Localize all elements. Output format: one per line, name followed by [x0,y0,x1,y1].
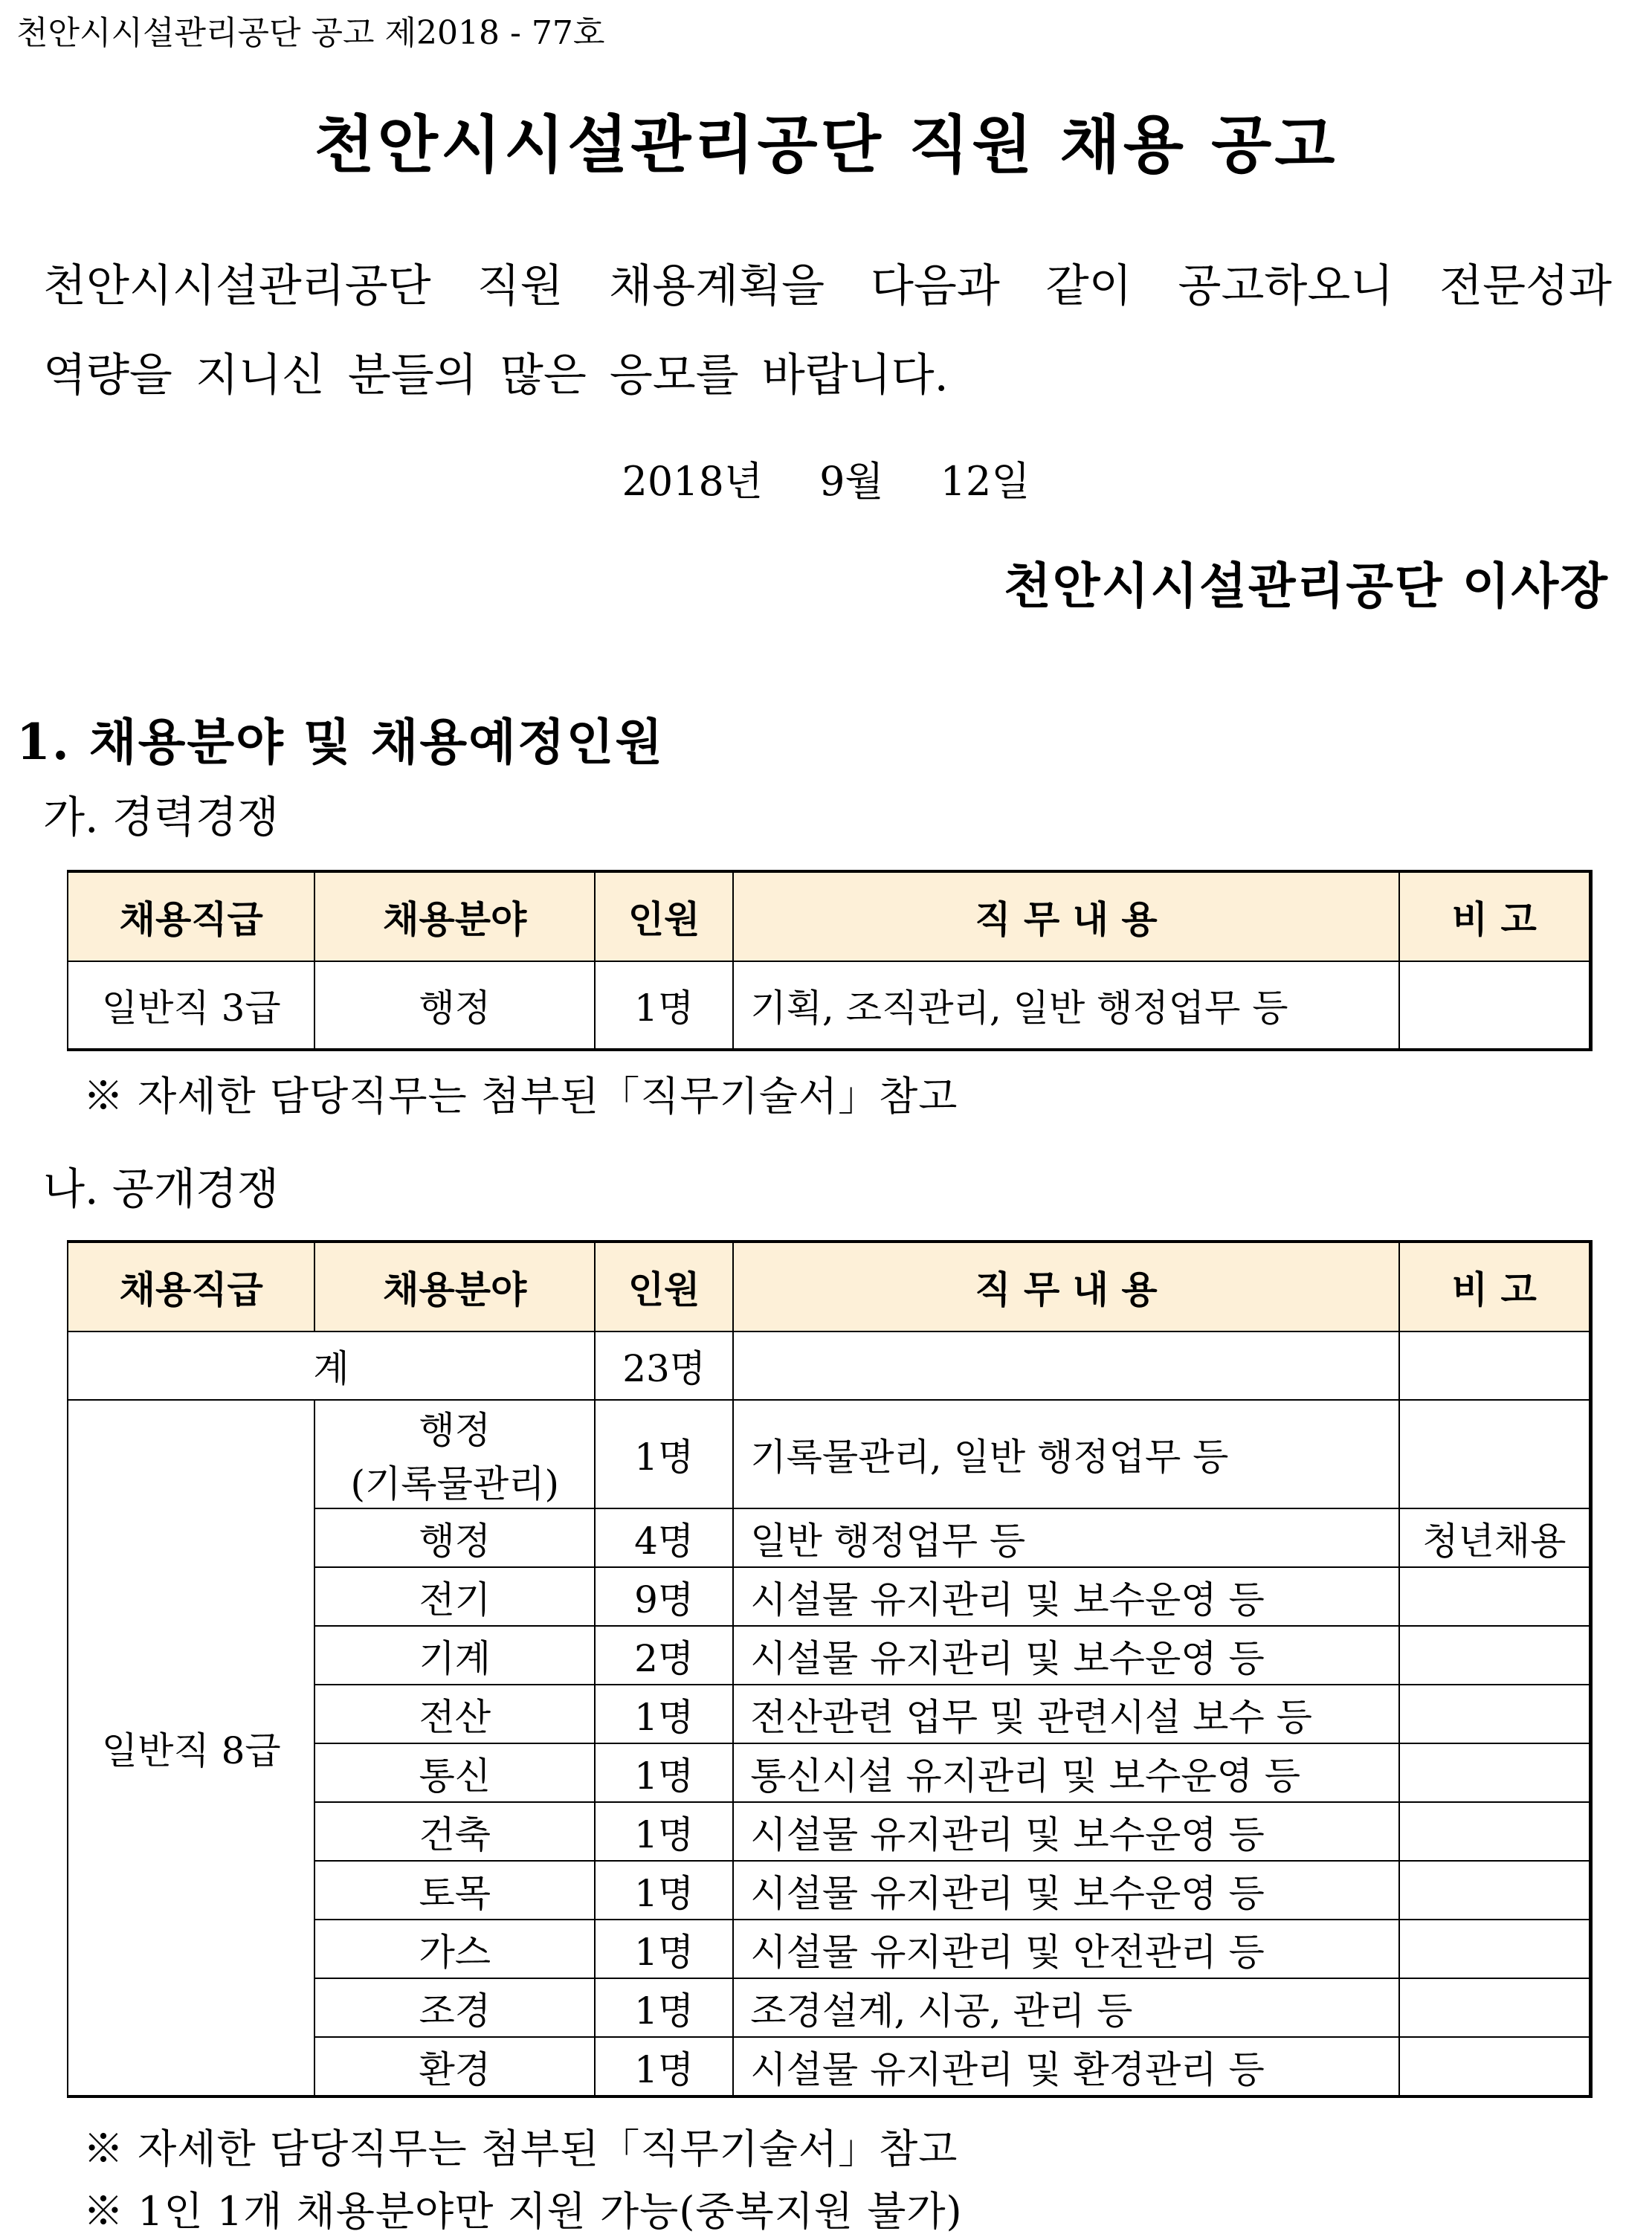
total-label: 계 [68,1331,595,1400]
total-duty [733,1331,1398,1400]
field-line-1: 행정 [419,1409,491,1452]
notice-number: 천안시시설관리공단 공고 제2018 - 77호 [16,14,605,52]
cell-remark [1399,961,1591,1050]
cell-remark [1399,1978,1591,2037]
cell-remark [1399,1685,1591,1743]
table-row [68,961,1591,1050]
career-recruitment-table [67,870,1593,1051]
issuer-signature: 천안시시설관리공단 이사장 [1003,557,1609,615]
cell-duty: 통신시설 유지관리 및 보수운영 등 [733,1743,1398,1802]
cell-field: 건축 [314,1802,595,1861]
cell-field: 행정 [314,961,595,1050]
col-count: 인원 [595,1242,733,1331]
total-count: 23명 [595,1331,733,1400]
career-note: ※ 자세한 담당직무는 첨부된「직무기술서」참고 [83,1073,958,1120]
cell-remark: 청년채용 [1399,1508,1591,1567]
cell-duty: 시설물 유지관리 및 보수운영 등 [733,1626,1398,1685]
cell-remark [1399,2037,1591,2096]
total-remark [1399,1331,1591,1400]
table-row [68,1400,1591,1508]
cell-count: 1명 [595,1685,733,1743]
date-day: 12일 [940,458,1030,505]
cell-duty: 기획, 조직관리, 일반 행정업무 등 [733,961,1398,1050]
section-1-heading: 1. 채용분야 및 채용예정인원 [16,713,665,771]
cell-count: 1명 [595,961,733,1050]
cell-remark [1399,1802,1591,1861]
col-field: 채용분야 [314,871,595,961]
cell-duty: 시설물 유지관리 및 안전관리 등 [733,1920,1398,1978]
date-month: 9월 [819,458,884,505]
cell-field: 환경 [314,2037,595,2096]
cell-duty: 시설물 유지관리 및 보수운영 등 [733,1802,1398,1861]
cell-grade: 일반직 3급 [68,961,314,1050]
total-row [68,1331,1591,1400]
col-duty: 직 무 내 용 [733,871,1398,961]
cell-field: 통신 [314,1743,595,1802]
cell-remark [1399,1920,1591,1978]
cell-field: 전산 [314,1685,595,1743]
cell-remark [1399,1567,1591,1626]
cell-duty: 기록물관리, 일반 행정업무 등 [733,1400,1398,1508]
career-competition-heading: 가. 경력경쟁 [43,792,280,842]
cell-count: 1명 [595,1978,733,2037]
cell-duty: 전산관련 업무 및 관련시설 보수 등 [733,1685,1398,1743]
date-year: 2018년 [622,458,764,505]
page-title: 천안시시설관리공단 직원 채용 공고 [314,108,1338,181]
cell-grade: 일반직 8급 [68,1400,314,2096]
cell-remark [1399,1400,1591,1508]
cell-remark [1399,1626,1591,1685]
table-header-row [68,871,1591,961]
col-grade: 채용직급 [68,1242,314,1331]
table-header-row [68,1242,1591,1331]
intro-line-2: 역량을 지니신 분들의 많은 응모를 바랍니다. [43,349,949,401]
col-remark: 비 고 [1399,871,1591,961]
col-count: 인원 [595,871,733,961]
intro-paragraph [43,242,1612,420]
cell-duty: 시설물 유지관리 및 환경관리 등 [733,2037,1398,2096]
cell-count: 4명 [595,1508,733,1567]
cell-duty: 시설물 유지관리 및 보수운영 등 [733,1567,1398,1626]
cell-count: 2명 [595,1626,733,1685]
cell-remark [1399,1861,1591,1920]
cell-duty: 조경설계, 시공, 관리 등 [733,1978,1398,2037]
open-competition-heading: 나. 공개경쟁 [43,1163,280,1214]
open-recruitment-table [67,1240,1593,2098]
cell-field: 기계 [314,1626,595,1685]
open-note-1: ※ 자세한 담당직무는 첨부된「직무기술서」참고 [83,2125,958,2172]
cell-count: 1명 [595,2037,733,2096]
cell-duty: 일반 행정업무 등 [733,1508,1398,1567]
cell-duty: 시설물 유지관리 및 보수운영 등 [733,1861,1398,1920]
cell-count: 1명 [595,1400,733,1508]
col-grade: 채용직급 [68,871,314,961]
col-field: 채용분야 [314,1242,595,1331]
col-remark: 비 고 [1399,1242,1591,1331]
field-line-2: (기록물관리) [350,1462,560,1505]
intro-line-1: 천안시시설관리공단 직원 채용계획을 다음과 같이 공고하오니 전문성과 [43,260,1612,312]
cell-field: 조경 [314,1978,595,2037]
cell-field: 토목 [314,1861,595,1920]
col-duty: 직 무 내 용 [733,1242,1398,1331]
cell-count: 1명 [595,1920,733,1978]
cell-field: 행정 [314,1508,595,1567]
cell-field: 가스 [314,1920,595,1978]
cell-remark [1399,1743,1591,1802]
cell-field: 전기 [314,1567,595,1626]
open-note-2: ※ 1인 1개 채용분야만 지원 가능(중복지원 불가) [83,2188,963,2235]
cell-count: 1명 [595,1861,733,1920]
cell-count: 1명 [595,1743,733,1802]
cell-count: 9명 [595,1567,733,1626]
cell-count: 1명 [595,1802,733,1861]
notice-date [0,450,1652,507]
cell-field [314,1400,595,1508]
